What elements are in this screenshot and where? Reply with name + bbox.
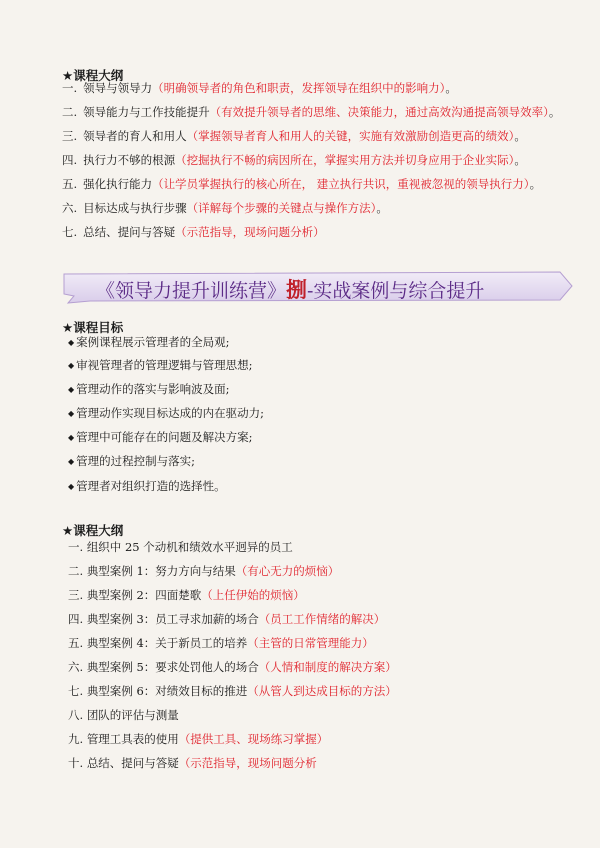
goal-item: ◆ 管理动作实现目标达成的内在驱动力; xyxy=(68,406,265,420)
goal-item: ◆ 案例课程展示管理者的全局观; xyxy=(68,335,230,349)
outline-item: 七. 总结、提问与答疑（示范指导，现场问题分析） xyxy=(62,225,325,239)
course-title-banner xyxy=(60,270,575,304)
goal-item: ◆ 管理中可能存在的问题及解决方案; xyxy=(68,430,253,444)
outline-item: 二. 领导能力与工作技能提升（有效提升领导者的思维、决策能力，通过高效沟通提高领导效率）。 xyxy=(62,105,561,119)
outline-item: 三. 典型案例 2：四面楚歌（上任伊始的烦恼） xyxy=(68,588,305,602)
goal-item: ◆ 管理动作的落实与影响波及面; xyxy=(68,382,230,396)
section2-heading: ★课程大纲 xyxy=(62,523,124,538)
goal-item: ◆ 管理的过程控制与落实; xyxy=(68,454,196,468)
goals-heading: ★课程目标 xyxy=(62,320,124,335)
goal-item: ◆ 管理者对组织打造的选择性。 xyxy=(68,479,226,493)
course-title: 《领导力提升训练营》捌-实战案例与综合提升 xyxy=(96,277,485,302)
outline-item: 八. 团队的评估与测量 xyxy=(68,708,179,722)
section1-heading: ★课程大纲 xyxy=(62,68,124,83)
outline-item: 二. 典型案例 1：努力方向与结果（有心无力的烦恼） xyxy=(68,564,340,578)
outline-item: 五. 强化执行能力（让学员掌握执行的核心所在， 建立执行共识，重视被忽视的领导执行力）。 xyxy=(62,177,542,191)
outline-item: 九. 管理工具表的使用（提供工具、现场练习掌握） xyxy=(68,732,329,746)
outline-item: 一. 领导与领导力（明确领导者的角色和职责，发挥领导在组织中的影响力）。 xyxy=(62,81,457,95)
outline-item: 四. 典型案例 3：员工寻求加薪的场合（员工工作情绪的解决） xyxy=(68,612,386,626)
outline-item: 三. 领导者的育人和用人（掌握领导者育人和用人的关键，实施有效激励创造更高的绩效）。 xyxy=(62,129,526,143)
outline-item: 六. 目标达成与执行步骤（详解每个步骤的关键点与操作方法）。 xyxy=(62,201,388,215)
outline-item: 一. 组织中 25 个动机和绩效水平迥异的员工 xyxy=(68,540,293,554)
outline-item: 十. 总结、提问与答疑（示范指导，现场问题分析 xyxy=(68,756,317,770)
goal-item: ◆ 审视管理者的管理逻辑与管理思想; xyxy=(68,358,253,372)
outline-item: 七. 典型案例 6：对绩效目标的推进（从管人到达成目标的方法） xyxy=(68,684,397,698)
outline-item: 五. 典型案例 4：关于新员工的培养（主管的日常管理能力） xyxy=(68,636,374,650)
outline-item: 六. 典型案例 5：要求处罚他人的场合（人情和制度的解决方案） xyxy=(68,660,397,674)
outline-item: 四. 执行力不够的根源（挖掘执行不畅的病因所在，掌握实用方法并切身应用于企业实际）。 xyxy=(62,153,526,167)
